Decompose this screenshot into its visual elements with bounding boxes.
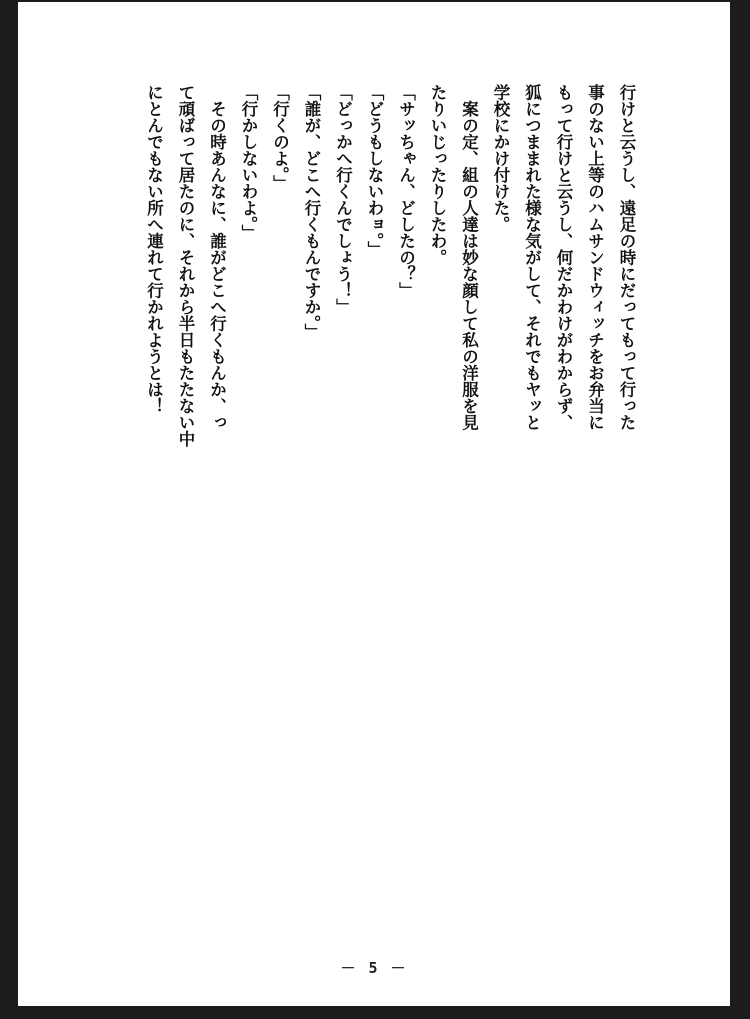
text-line-16: にとんでもない所へ連れて行かれようとは！ [144, 84, 164, 414]
text-line-7: たりいじったりしたわ。 [428, 84, 447, 266]
text-line-8: 「サッちゃん、どしたの？」 [396, 84, 416, 299]
text-line-5: 学校にかけ付けた。 [491, 84, 510, 233]
text-line-9: 「どうもしないわョ。」 [365, 84, 384, 258]
text-line-14: その時あんなに、誰がどこへ行くもんか、っ [207, 84, 227, 431]
page-number: － 5 － [340, 959, 408, 977]
text-line-15: て頑ばって居たのに、それから半日もたたない中 [176, 84, 195, 447]
text-line-2: 事のない上等のハムサンドウィッチをお弁当に [585, 84, 605, 431]
text-line-4: 狐につままれた様な気がして、それでもヤッと [522, 84, 542, 431]
text-line-11: 「誰が、どこへ行くもんですか。」 [302, 84, 321, 340]
text-line-6: 案の定、組の人達は妙な顔して私の洋服を見 [459, 84, 479, 431]
document-page [18, 2, 730, 1006]
text-line-1: 行けと云うし、遠足の時にだってもって行った [617, 84, 636, 431]
text-line-10: 「どっかへ行くんでしょう！」 [333, 84, 353, 315]
text-line-3: もって行けと云うし、何だかわけがわからず、 [554, 84, 573, 431]
text-line-12: 「行くのよ。」 [270, 84, 290, 192]
vertical-text-block [138, 84, 642, 484]
text-line-13: 「行かしないわよ。」 [239, 84, 258, 241]
